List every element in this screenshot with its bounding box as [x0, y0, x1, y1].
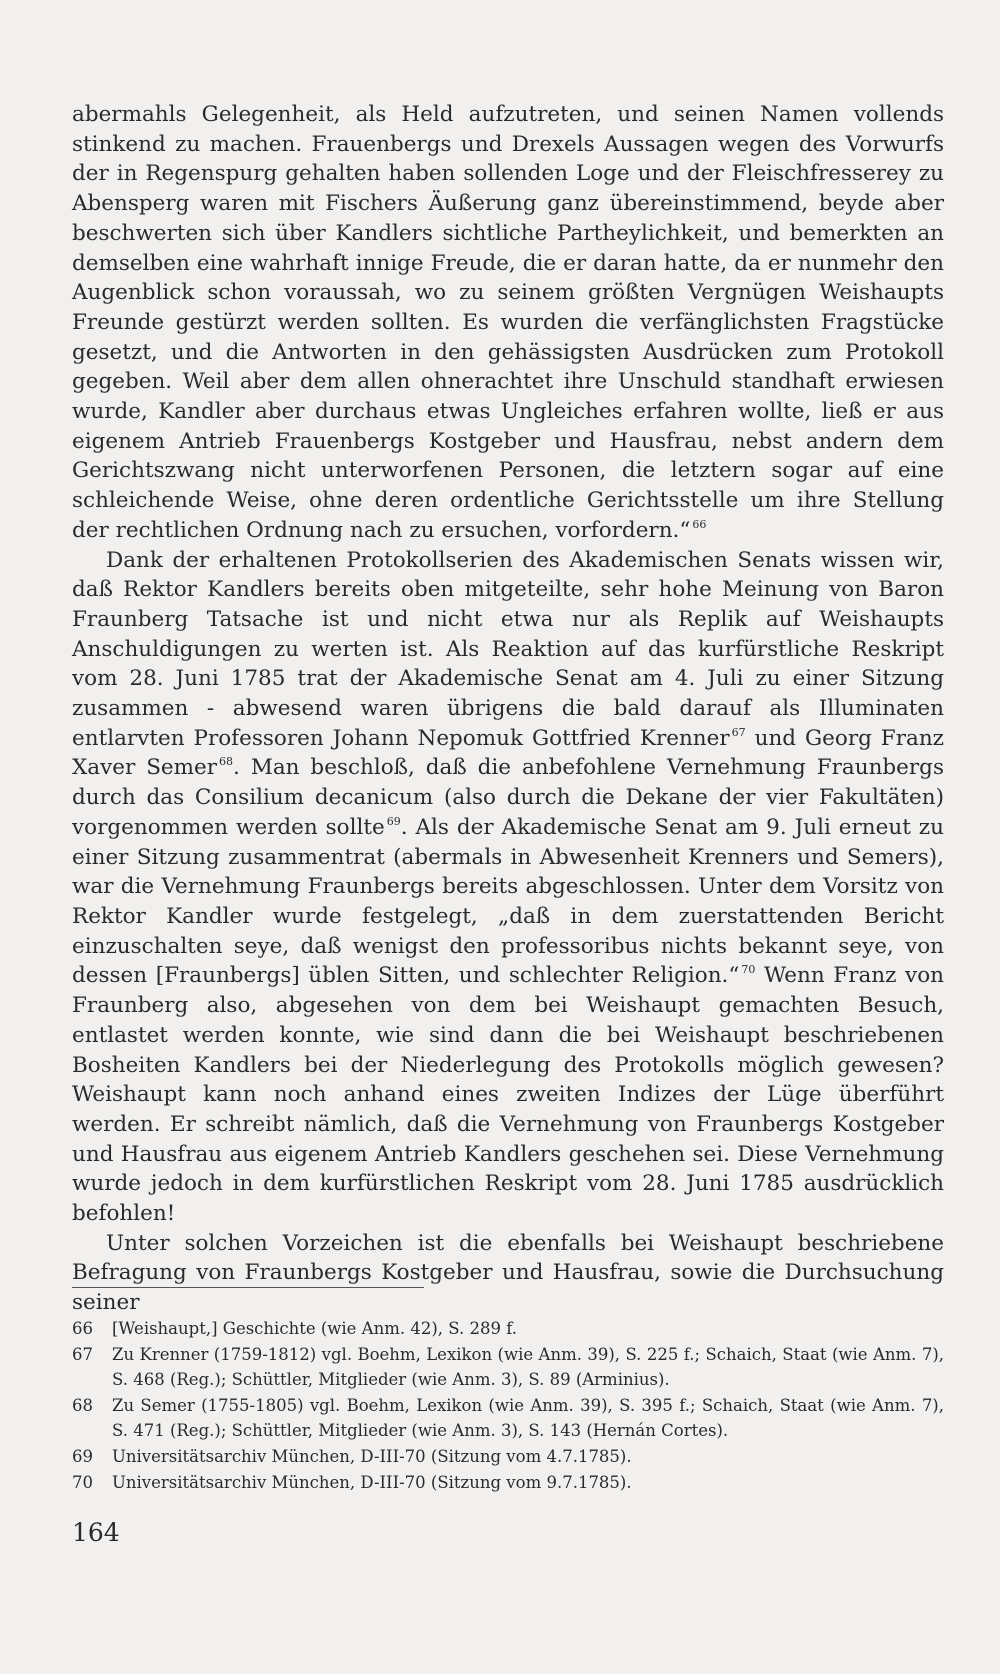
paragraph-2-text-a: Dank der erhaltenen Protokollserien des Akademischen Senats wissen wir, daß Rektor Kandlers bereits oben mitgeteilte, sehr hohe Meinung von Baron Fraunberg Tatsache ist und nicht etwa nur als Replik auf Weishaupts Anschuldigungen zu werten ist. Als Reaktion auf das kurfürstliche Reskript vom 28. Juni 1785 trat der Akademische Senat am 4. Juli zu einer Sitzung zusammen - abwesend waren übrigens die bald darauf als Illuminaten entlarvten Professoren Johann Nepomuk Gottfried Krenner [72, 547, 944, 751]
footnote-ref-69[interactable]: 69 [386, 814, 401, 828]
footnote [72, 1393, 944, 1444]
footnotes [72, 1316, 944, 1495]
paragraph-3 [72, 1229, 944, 1318]
footnote [72, 1444, 944, 1470]
footnote [72, 1316, 944, 1342]
footnote-text: Zu Krenner (1759-1812) vgl. Boehm, Lexikon (wie Anm. 39), S. 225 f.; Schaich, Staat (wie Anm. 7), S. 468 (Reg.); Schüttler, Mitglieder (wie Anm. 3), S. 89 (Arminius). [112, 1344, 944, 1390]
footnote-text: Universitätsarchiv München, D-III-70 (Sitzung vom 4.7.1785). [112, 1446, 632, 1466]
footnote-text: [Weishaupt,] Geschichte (wie Anm. 42), S. 289 f. [112, 1319, 517, 1338]
footnote-ref-66[interactable]: 66 [692, 517, 707, 531]
main-text [72, 100, 944, 1318]
footnote-number: 70 [72, 1472, 93, 1492]
footnote-ref-68[interactable]: 68 [219, 755, 234, 769]
paragraph-3-text: Unter solchen Vorzeichen ist die ebenfalls bei Weishaupt beschriebene Befragung von Fraunbergs Kostgeber und Hausfrau, sowie die Durchsuchung seiner [72, 1230, 944, 1316]
paragraph-2 [72, 546, 944, 1229]
footnote-number: 68 [72, 1395, 93, 1415]
footnote-ref-67[interactable]: 67 [731, 725, 746, 739]
paragraph-2-text-c: . Man beschloß, daß die anbefohlene Vernehmung Fraunbergs durch das Consilium decanicum (also durch die Dekane der vier Fakultäten) vorgenommen werden sollte [72, 755, 944, 840]
footnote-ref-70[interactable]: 70 [741, 963, 756, 977]
paragraph-2-text-d: . Als der Akademische Senat am 9. Juli erneut zu einer Sitzung zusammentrat (abermals in Abwesenheit Krenners und Semers), war die Vernehmung Fraunbergs bereits abgeschlossen. Unter dem Vorsitz von Rektor Kandler wurde festgelegt, „daß in dem zuerstattenden Bericht einzuschalten seye, daß wenigst den professoribus nichts bekannt seye, von dessen [Fraunbergs] üblen Sitten, und schlechter Religion.“ [72, 814, 944, 989]
footnote [72, 1342, 944, 1393]
paragraph-1-text: abermahls Gelegenheit, als Held aufzutreten, und seinen Namen vollends stinkend zu machen. Frauenbergs und Drexels Aussagen wegen des Vorwurfs der in Regenspurg gehalten haben sollenden Loge und der Fleischfresserey zu Abensperg waren mit Fischers Äußerung ganz übereinstimmend, beyde aber beschwerten sich über Kandlers sichtliche Partheylichkeit, und bemerkten an demselben eine wahrhaft innige Freude, die er daran hatte, da er nunmehr den Augenblick schon voraussah, wo zu seinem größten Vergnügen Weishaupts Freunde gestürzt werden sollten. Es wurden die verfänglichsten Fragstücke gesetzt, und die Antworten in den gehässigsten Ausdrücken zum Protokoll gegeben. Weil aber dem allen ohnerachtet ihre Unschuld standhaft erwiesen wurde, Kandler aber durchaus etwas Ungleiches erfahren wollte, ließ er aus eigenem Antrieb Frauenbergs Kostgeber und Hausfrau, nebst andern dem Gerichtszwang nicht unterworfenen Personen, die letztern sogar auf eine schleichende Weise, ohne deren ordentliche Gerichtsstelle um ihre Stellung der rechtlichen Ordnung nach zu ersuchen, vorfordern.“ [72, 102, 944, 543]
paragraph-1 [72, 100, 944, 546]
footnote-number: 66 [72, 1319, 93, 1338]
footnote-text: Zu Semer (1755-1805) vgl. Boehm, Lexikon (wie Anm. 39), S. 395 f.; Schaich, Staat (wie Anm. 7), S. 471 (Reg.); Schüttler, Mitglieder (wie Anm. 3), S. 143 (Hernán Cortes). [112, 1395, 944, 1441]
footnote-number: 67 [72, 1344, 93, 1364]
footnote-divider [72, 1287, 424, 1288]
paragraph-2-text-e: Wenn Franz von Fraunberg also, abgesehen von dem bei Weishaupt gemachten Besuch, entlastet werden konnte, wie sind dann die bei Weishaupt beschriebenen Bosheiten Kandlers bei der Niederlegung des Protokolls möglich gewesen? Weishaupt kann noch anhand eines zweiten Indizes der Lüge überführt werden. Er schreibt nämlich, daß die Vernehmung von Fraunbergs Kostgeber und Hausfrau aus eigenem Antrieb Kandlers geschehen sei. Diese Vernehmung wurde jedoch in dem kurfürstlichen Reskript vom 28. Juni 1785 ausdrücklich befohlen! [72, 963, 944, 1227]
page-number: 164 [72, 1518, 120, 1547]
paragraph-2-text-b: und Georg Franz Xaver Semer [72, 725, 944, 781]
footnote-number: 69 [72, 1446, 93, 1466]
footnote-text: Universitätsarchiv München, D-III-70 (Sitzung vom 9.7.1785). [112, 1472, 632, 1492]
footnote [72, 1470, 944, 1496]
